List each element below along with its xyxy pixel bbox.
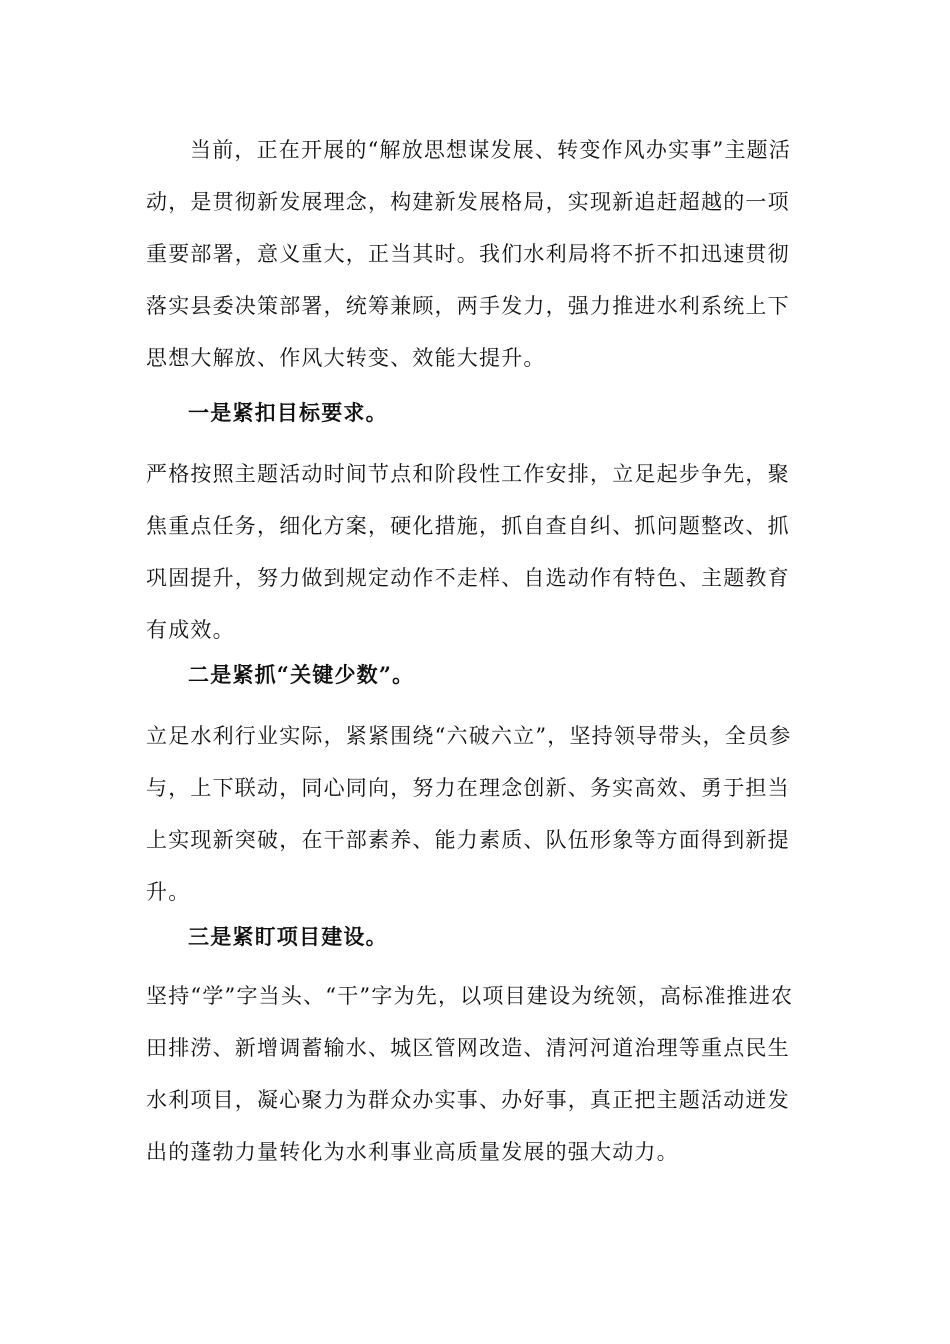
section-1-body: 严格按照主题活动时间节点和阶段性工作安排，立足起步争先，聚焦重点任务，细化方案，硬化措施，抓自查自纠、抓问题整改、抓巩固提升，努力做到规定动作不走样、自选动作有特色、主题教育有成效。: [146, 462, 790, 642]
section-3-body: 坚持“学”字当头、“干”字为先，以项目建设为统领，高标准推进农田排涝、新增调蓄输水、城区管网改造、清河河道治理等重点民生水利项目，凝心聚力为群众办实事、办好事，真正把主题活动迸发出的蓬勃力量转化为水利事业高质量发展的强大动力。: [146, 984, 794, 1164]
section-2-heading: 二是紧抓“关键少数”。: [188, 662, 415, 687]
section-3-heading: 三是紧盯项目建设。: [188, 924, 388, 949]
section-1-heading: 一是紧扣目标要求。: [188, 400, 388, 425]
intro-paragraph: 当前，正在开展的“解放思想谋发展、转变作风办实事”主题活动，是贯彻新发展理念，构建新发展格局，实现新追赶超越的一项重要部署，意义重大，正当其时。我们水利局将不折不扣迅速贯彻落实县委决策部署，统筹兼顾，两手发力，强力推进水利系统上下思想大解放、作风大转变、效能大提升。: [146, 138, 792, 370]
section-2-body: 立足水利行业实际，紧紧围绕“六破六立”，坚持领导带头，全员参与，上下联动，同心同向，努力在理念创新、务实高效、勇于担当上实现新突破，在干部素养、能力素质、队伍形象等方面得到新提升。: [146, 724, 792, 904]
